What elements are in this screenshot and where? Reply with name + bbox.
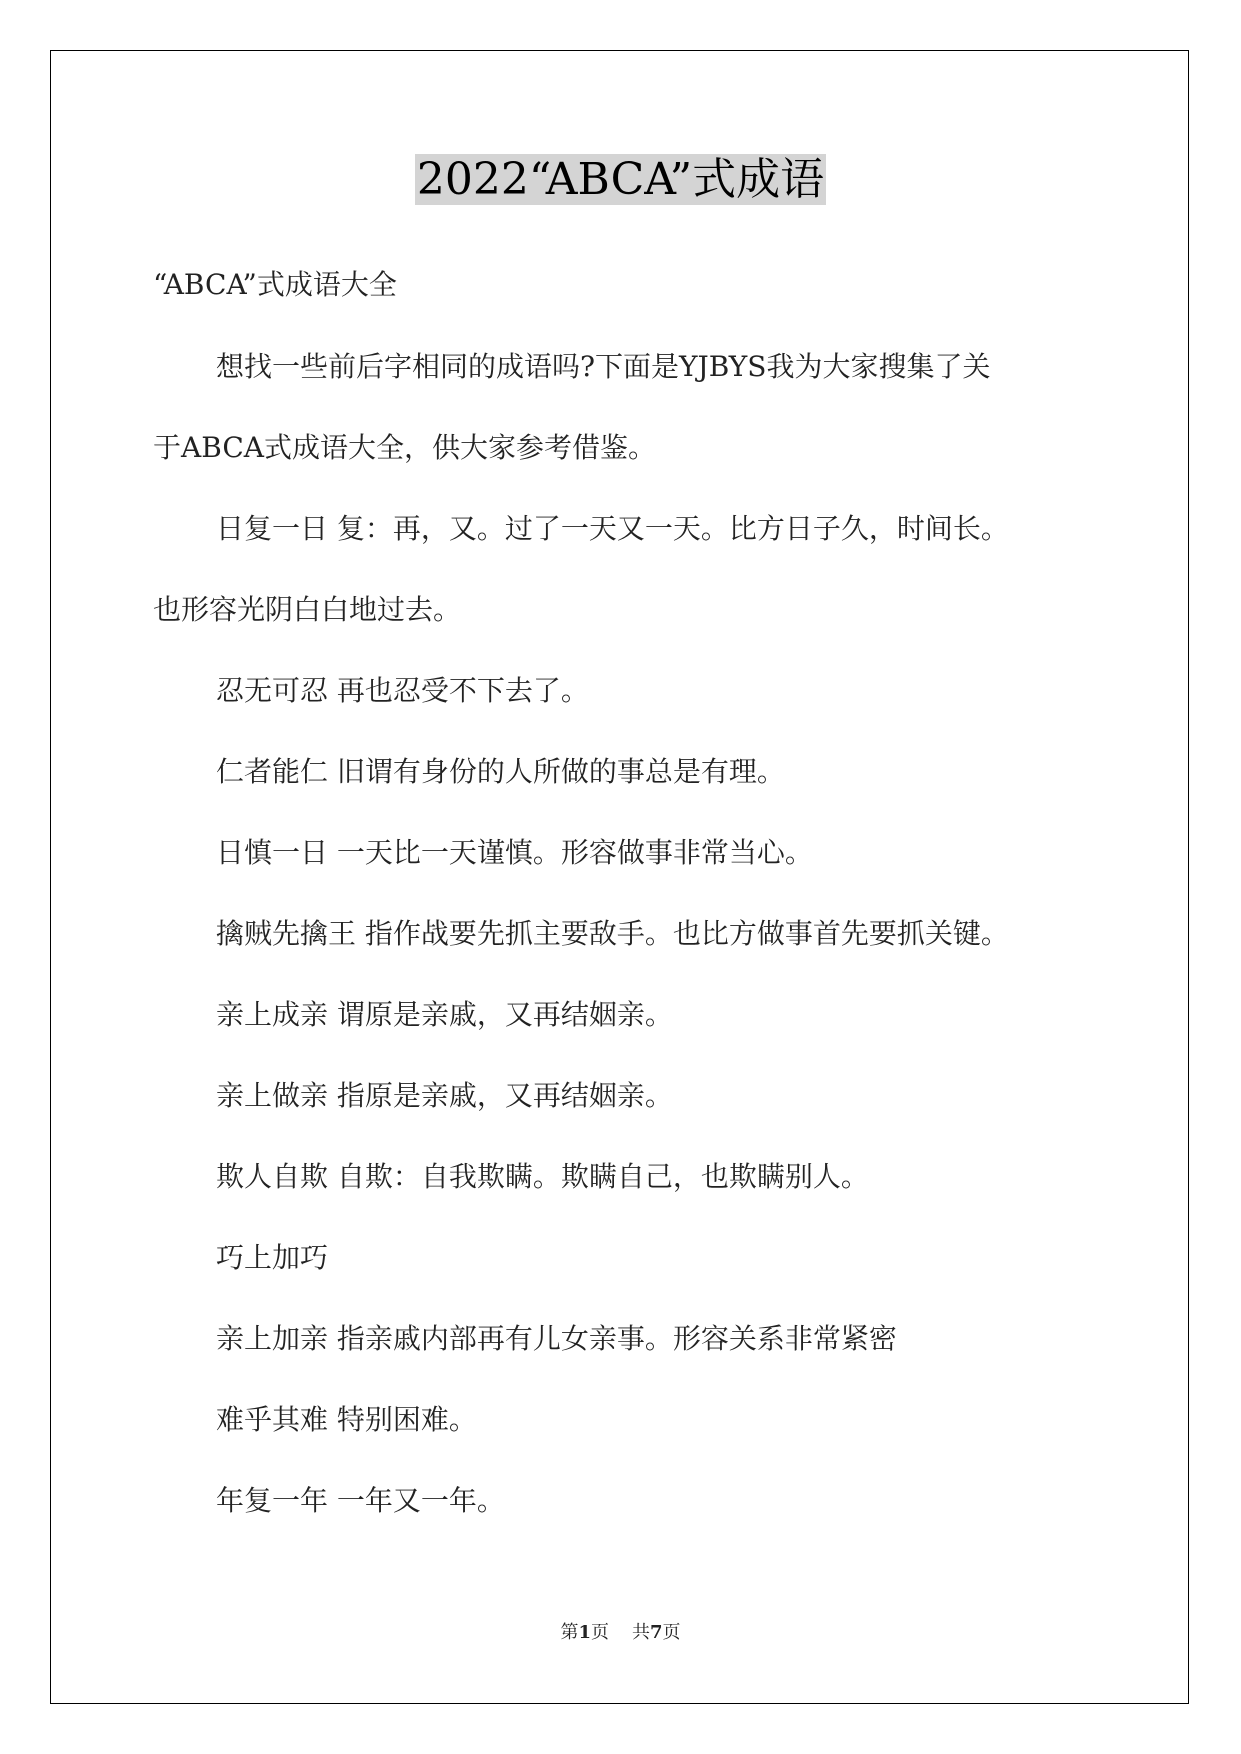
- total-prefix: 共: [631, 1622, 650, 1643]
- entry-line: 仁者能仁 旧谓有身份的人所做的事总是有理。: [216, 755, 785, 788]
- document-title: [0, 150, 1241, 210]
- subtitle: “ABCA”式成语大全: [153, 268, 397, 301]
- title-text: 2022“ABCA”式成语: [416, 154, 825, 205]
- page-footer: [0, 1618, 1241, 1644]
- entry-line: 忍无可忍 再也忍受不下去了。: [216, 674, 589, 707]
- entry-line: 难乎其难 特别困难。: [216, 1403, 477, 1436]
- entry-line: 日慎一日 一天比一天谨慎。形容做事非常当心。: [216, 836, 813, 869]
- total-pages: 7: [649, 1622, 663, 1643]
- total-suffix: 页: [662, 1622, 681, 1643]
- entry-line: 亲上做亲 指原是亲戚，又再结姻亲。: [216, 1079, 673, 1112]
- intro-line-2: 于ABCA式成语大全，供大家参考借鉴。: [153, 431, 656, 464]
- entry-line: 亲上成亲 谓原是亲戚，又再结姻亲。: [216, 998, 673, 1031]
- entry-line: 欺人自欺 自欺：自我欺瞒。欺瞒自己，也欺瞒别人。: [216, 1160, 869, 1193]
- page-label-suffix: 页: [591, 1622, 610, 1643]
- entry-line: 亲上加亲 指亲戚内部再有儿女亲事。形容关系非常紧密: [216, 1322, 897, 1355]
- entry-line: 年复一年 一年又一年。: [216, 1484, 505, 1517]
- entry-line: 也形容光阴白白地过去。: [153, 593, 462, 626]
- page-number: 1: [578, 1622, 592, 1643]
- entry-line: 巧上加巧: [216, 1241, 329, 1274]
- entry-line: 日复一日 复：再，又。过了一天又一天。比方日子久，时间长。: [216, 512, 1009, 545]
- page-label-prefix: 第: [560, 1622, 579, 1643]
- entry-line: 擒贼先擒王 指作战要先抓主要敌手。也比方做事首先要抓关键。: [216, 917, 1009, 950]
- intro-line-1: 想找一些前后字相同的成语吗?下面是YJBYS我为大家搜集了关: [216, 350, 991, 383]
